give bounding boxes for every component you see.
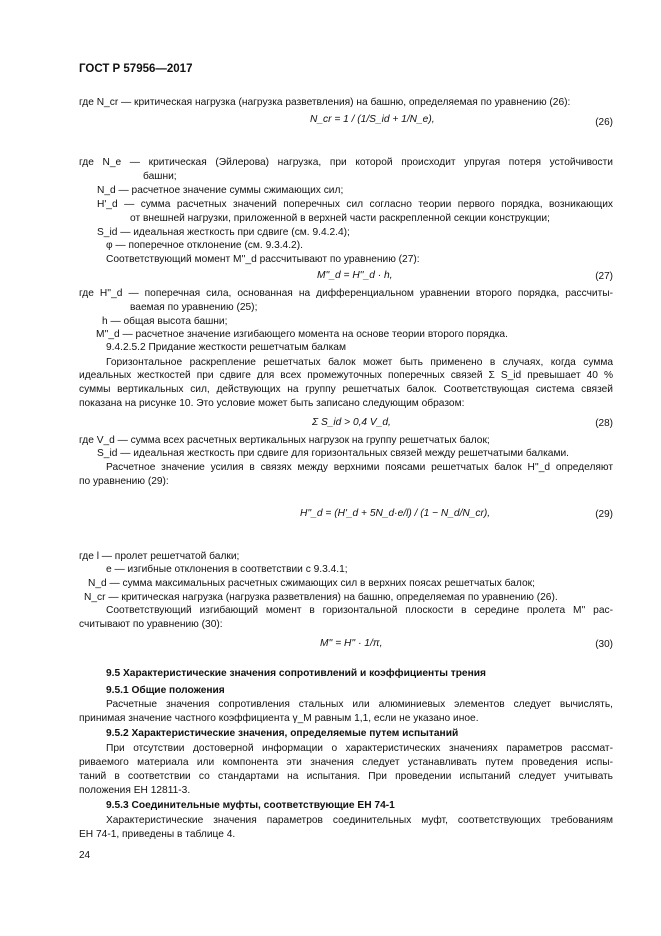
- equation-30: M'' = H'' · 1/π,: [320, 638, 383, 649]
- text-line: Соответствующий момент M''_d рассчитывают по уравнению (27):: [106, 254, 420, 265]
- equation-number: (26): [595, 117, 613, 128]
- text-line: M''_d — расчетное значение изгибающего момента на основе теории второго порядка.: [96, 329, 508, 340]
- text-line: φ — поперечное отклонение (см. 9.3.4.2).: [106, 240, 303, 251]
- text-line: показана на рисунке 10. Это условие может быть записано следующим образом:: [79, 398, 465, 409]
- text-line: Расчетные значения сопротивления стальных или алюминиевых элементов следует вычислять,: [106, 699, 613, 710]
- section-heading: 9.5.1 Общие положения: [106, 685, 225, 696]
- text-line: суммы вертикальных сил, действующих на группу решетчатых балок. Соответствующая система связей: [79, 384, 613, 395]
- text-line: где N_e — критическая (Эйлерова) нагрузка, при которой происходит упругая потеря устойчивости: [79, 157, 613, 168]
- text-line: риваемого материала или компонента эти значения следует устанавливать путем проведения испы-: [79, 757, 613, 768]
- text-line: от внешней нагрузки, приложенной в верхней части раскрепленной секции конструкции;: [130, 213, 550, 224]
- text-line: S_id — идеальная жесткость при сдвиге для горизонтальных связей между решетчатыми балками.: [97, 448, 569, 459]
- equation-26: N_cr = 1 / (1/S_id + 1/N_e),: [310, 114, 435, 125]
- text-line: таний в соответствии со стандартами на испытания. При проведении испытаний следует учитывать: [79, 771, 613, 782]
- text-line: При отсутствии достоверной информации о характеристических значениях параметров рассмат-: [106, 743, 613, 754]
- text-line: идеальных жесткостей при сдвиге для всех промежуточных поперечных связей Σ S_id превышает 40 %: [79, 370, 613, 381]
- text-line: положения ЕН 12811-3.: [79, 785, 191, 796]
- equation-number: (29): [595, 509, 613, 520]
- section-heading: 9.5.3 Соединительные муфты, соответствующие ЕН 74-1: [106, 800, 395, 811]
- text-line: принимая значение частного коэффициента γ_M равным 1,1, если не указано иное.: [79, 713, 479, 724]
- text-line: Расчетное значение усилия в связях между верхними поясами решетчатых балок H''_d определяют: [106, 462, 613, 473]
- equation-27: M''_d = H''_d · h,: [317, 270, 393, 281]
- text-line: считывают по уравнению (30):: [79, 619, 223, 630]
- text-line: Характеристические значения параметров соединительных муфт, соответствующих требованиям: [106, 815, 613, 826]
- text-line: Соответствующий изгибающий момент в горизонтальной плоскости в середине пролета M'' рас-: [106, 605, 613, 616]
- equation-number: (30): [595, 639, 613, 650]
- equation-29: H''_d = (H'_d + 5N_d·e/l) / (1 − N_d/N_cr),: [300, 508, 491, 519]
- text-line: N_d — расчетное значение суммы сжимающих сил;: [97, 185, 344, 196]
- text-line: где l — пролет решетчатой балки;: [79, 551, 240, 562]
- text-line: где N_cr — критическая нагрузка (нагрузка разветвления) на башню, определяемая по уравнению (26):: [79, 97, 571, 108]
- text-line: H'_d — сумма расчетных значений поперечных сил согласно теории первого порядка, возникающих: [97, 199, 613, 210]
- text-line: где H''_d — поперечная сила, основанная на дифференциальном уравнении второго порядка, рассчиты-: [79, 288, 613, 299]
- section-heading: 9.5.2 Характеристические значения, определяемые путем испытаний: [106, 728, 459, 739]
- text-line: h — общая высота башни;: [102, 316, 228, 327]
- text-line: ЕН 74-1, приведены в таблице 4.: [79, 829, 236, 840]
- equation-28: Σ S_id > 0,4 V_d,: [312, 417, 391, 428]
- equation-number: (28): [595, 418, 613, 429]
- equation-number: (27): [595, 271, 613, 282]
- text-line: N_d — сумма максимальных расчетных сжимающих сил в верхних поясах решетчатых балок;: [88, 578, 535, 589]
- page-number: 24: [79, 850, 91, 861]
- text-line: по уравнению (29):: [79, 476, 169, 487]
- subsection-heading: 9.4.2.5.2 Придание жесткости решетчатым балкам: [106, 342, 346, 353]
- text-line: S_id — идеальная жесткость при сдвиге (см. 9.4.2.4);: [97, 227, 350, 238]
- text-line: ваемая по уравнению (25);: [130, 302, 258, 313]
- text-line: где V_d — сумма всех расчетных вертикальных нагрузок на группу решетчатых балок;: [79, 435, 490, 446]
- text-line: Горизонтальное раскрепление решетчатых балок может быть применено в случаях, когда сумма: [106, 357, 613, 368]
- text-line: N_cr — критическая нагрузка (нагрузка разветвления) на башню, определяемая по уравнению (26).: [84, 592, 558, 603]
- section-heading: 9.5 Характеристические значения сопротивлений и коэффициенты трения: [106, 668, 486, 679]
- document-header: ГОСТ Р 57956—2017: [79, 63, 193, 75]
- text-line: башни;: [143, 171, 177, 182]
- text-line: e — изгибные отклонения в соответствии с 9.3.4.1;: [106, 564, 348, 575]
